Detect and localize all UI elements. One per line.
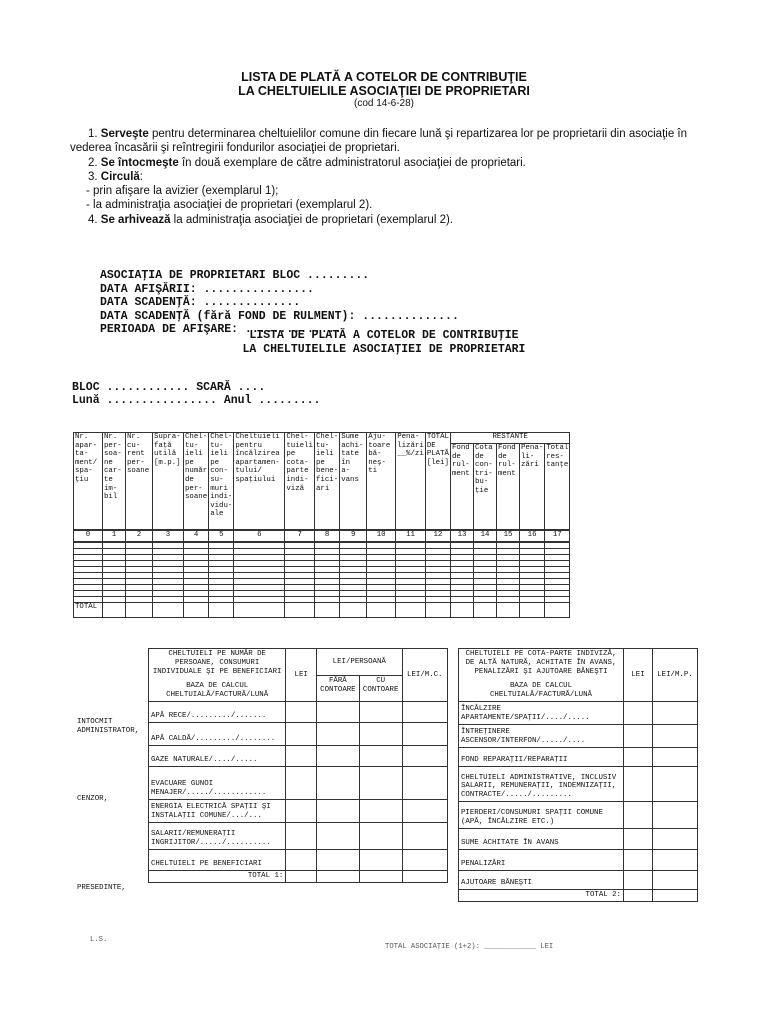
left-head-fara: FĂRĂ CONTOARE <box>317 676 360 702</box>
intro-p3b: - la administraţia asociaţiei de proprietari (exemplarul 2). <box>86 199 373 212</box>
col-number: 4 <box>184 530 209 542</box>
table-cell <box>653 870 698 889</box>
col-6: Cheltuieli pentru încălzirea apartamen- tului/ spaţiului <box>234 433 285 531</box>
table-row <box>459 870 698 889</box>
total-cell <box>103 603 126 618</box>
left-row-label: CHELTUIELI PE BENEFICIARI <box>149 849 286 870</box>
bloc-scara: BLOC ............ SCARĂ .... <box>72 380 266 394</box>
col-8: Chel- tu- ieli pe bene- fici- ari <box>315 433 340 531</box>
left-total-cell <box>359 870 402 882</box>
table-row <box>459 801 698 828</box>
left-head-lei: LEI <box>286 649 317 702</box>
col-15: Fond de rul- ment <box>497 444 520 530</box>
total-cell <box>153 603 184 618</box>
table-row <box>149 822 448 849</box>
table-cell <box>286 701 317 722</box>
col-number: 0 <box>74 530 103 542</box>
table-cell <box>402 799 447 822</box>
table-cell <box>286 745 317 766</box>
col-1: Nr. per- soa- ne car- te im- bil <box>103 433 126 531</box>
table-cell <box>653 724 698 747</box>
left-head-base: BAZA DE CALCUL CHELTUIALĂ/FACTURĂ/LUNĂ <box>166 682 269 700</box>
meta-display-date: DATA AFIŞĂRII: ................ <box>100 282 314 296</box>
table-cell <box>317 849 360 870</box>
restante-header: RESTANTE <box>451 433 570 444</box>
table-cell <box>653 766 698 801</box>
col-number: 11 <box>396 530 426 542</box>
left-head-main: CHELTUIELI PE NUMĂR DE PERSOANE, CONSUMURI INDIVIDUALE ŞI PE BENEFICIARI <box>152 650 282 676</box>
table-cell <box>286 766 317 799</box>
col-10: Aju- toare bă- neş- ti <box>367 433 396 531</box>
total-label: TOTAL <box>74 603 103 618</box>
table-row <box>149 745 448 766</box>
col-number: 10 <box>367 530 396 542</box>
col-12: TOTAL DE PLATĂ [lei] <box>425 433 450 531</box>
col-number: 7 <box>285 530 315 542</box>
left-row-label: EVACUARE GUNOI MENAJER/...../............ <box>149 766 286 799</box>
table-cell <box>624 724 653 747</box>
table-row <box>149 849 448 870</box>
left-head-lei-persoana: LEI/PERSOANĂ <box>317 649 403 676</box>
intro-p3a: - prin afişare la avizier (exemplarul 1); <box>86 185 279 198</box>
table-cell <box>359 701 402 722</box>
table-cell <box>317 799 360 822</box>
luna-anul: Lună ................ Anul ......... <box>72 394 321 407</box>
total-cell <box>315 603 340 618</box>
total-cell <box>425 603 450 618</box>
total-cell <box>497 603 520 618</box>
table-cell <box>359 849 402 870</box>
form-code: (cod 14-6-28) <box>353 98 415 109</box>
col-number: 9 <box>340 530 367 542</box>
list-title-line1: LISTA DE PLATĂ A COTELOR DE CONTRIBUŢIE <box>249 329 519 342</box>
table-cell <box>624 701 653 724</box>
table-cell <box>624 870 653 889</box>
table-cell <box>653 828 698 849</box>
table-row <box>149 701 448 722</box>
table-cell <box>317 745 360 766</box>
left-head-cell <box>149 649 286 702</box>
col-number: 12 <box>425 530 450 542</box>
table-cell <box>286 799 317 822</box>
left-total-label: TOTAL 1: <box>149 870 286 882</box>
col-4: Chel- tu- ieli pe număr de per- soane <box>184 433 209 531</box>
total-cell <box>474 603 497 618</box>
table-cell <box>624 766 653 801</box>
right-total-cell <box>624 889 653 901</box>
table-cell <box>624 747 653 766</box>
right-row-label: FOND REPARAŢII/REPARAŢII <box>459 747 624 766</box>
left-row-label: GAZE NATURALE/..../..... <box>149 745 286 766</box>
col-2: Nr. cu- rent per- soane <box>126 433 153 531</box>
right-head-lei-mp: LEI/M.P. <box>653 649 698 702</box>
table-cell <box>317 722 360 745</box>
col-number: 5 <box>209 530 234 542</box>
list-title-line2: LA CHELTUIELILE ASOCIAŢIEI DE PROPRIETARI <box>242 343 526 356</box>
table-cell <box>286 722 317 745</box>
column-number-row <box>74 530 570 542</box>
col-3: Supra- faţă utilă [m.p.] <box>153 433 184 531</box>
left-head-cu: CU CONTOARE <box>359 676 402 702</box>
left-total-cell <box>286 870 317 882</box>
left-total-cell <box>402 870 447 882</box>
table-row <box>459 828 698 849</box>
table-row <box>459 701 698 724</box>
table-cell <box>624 801 653 828</box>
right-row-label: CHELTUIELI ADMINISTRATIVE, INCLUSIV SALARII, REMUNERAŢII, INDEMNIZAŢII, CONTRACTE/...../......... <box>459 766 624 801</box>
col-number: 8 <box>315 530 340 542</box>
total-asociatie: TOTAL ASOCIAŢIE (1+2): ____________ LEI <box>385 943 554 951</box>
right-head-base: BAZA DE CALCUL CHELTUIALĂ/FACTURĂ/LUNĂ <box>489 682 592 700</box>
table-cell <box>653 701 698 724</box>
intro-p3: 3. Circulă: <box>88 170 143 183</box>
table-cell <box>653 801 698 828</box>
col-number: 3 <box>153 530 184 542</box>
intro-section <box>70 127 710 227</box>
contribution-table <box>73 432 570 618</box>
total-cell <box>184 603 209 618</box>
meta-due-date: DATA SCADENŢĂ: .............. <box>100 296 301 310</box>
col-number: 17 <box>545 530 570 542</box>
meta-display-period: PERIOADA DE AFIŞARE: .............. <box>100 323 342 337</box>
table-cell <box>359 822 402 849</box>
table-cell <box>402 722 447 745</box>
col-number: 2 <box>126 530 153 542</box>
total-cell <box>520 603 545 618</box>
per-person-expenses-table <box>148 648 448 883</box>
col-number: 14 <box>474 530 497 542</box>
col-number: 13 <box>451 530 474 542</box>
signature-intocmit: INTOCMIT ADMINISTRATOR, <box>77 718 140 735</box>
intro-p2: 2. Se întocmeşte în două exemplare de către administratorul asociaţiei de proprietari. <box>88 156 526 169</box>
table-row <box>149 799 448 822</box>
col-11: Pena- lizări __%/zi <box>396 433 426 531</box>
left-row-label: APĂ RECE/........./....... <box>149 701 286 722</box>
table-cell <box>624 828 653 849</box>
left-total-cell <box>317 870 360 882</box>
total-cell <box>451 603 474 618</box>
signature-cenzor: CENZOR, <box>77 795 109 803</box>
total-cell <box>340 603 367 618</box>
col-13: Fond de rul- ment <box>451 444 474 530</box>
table-row <box>459 724 698 747</box>
right-total-label: TOTAL 2: <box>459 889 624 901</box>
total-cell <box>126 603 153 618</box>
right-row-label: SUME ACHITATE ÎN AVANS <box>459 828 624 849</box>
right-row-label: ÎNTREŢINERE ASCENSOR/INTERFON/...../.... <box>459 724 624 747</box>
meta-due-date-no-fund: DATA SCADENŢĂ (fără FOND DE RULMENT): .............. <box>100 309 459 323</box>
table-cell <box>624 849 653 870</box>
total-cell <box>396 603 426 618</box>
col-number: 15 <box>497 530 520 542</box>
document-title-line2: LA CHELTUIELILE ASOCIAŢIEI DE PROPRIETARI <box>238 84 530 98</box>
intro-p1: 1. Serveşte pentru determinarea cheltuielilor comune din fiecare lună şi repartizarea lor pe proprietarii din asociaţie în vederea încasării şi reîntregirii fondurilor asociaţiei de proprietari. <box>70 128 687 155</box>
col-14: Cota de con- tri- bu- ţie <box>474 444 497 530</box>
col-17: Total res- tanţe <box>545 444 570 530</box>
right-head-main: CHELTUIELI PE COTA-PARTE INDIVIZĂ, DE ALTĂ NATURĂ, ACHITATE ÎN AVANS, PENALIZĂRI ŞI AJUTOARE BĂNEŞTI <box>465 650 617 676</box>
cota-parte-expenses-table <box>458 648 698 902</box>
right-row-label: PENALIZĂRI <box>459 849 624 870</box>
table-cell <box>317 766 360 799</box>
table-cell <box>317 822 360 849</box>
table-cell <box>402 849 447 870</box>
right-head-cell <box>459 649 624 702</box>
col-16: Pena- li- zări <box>520 444 545 530</box>
total-cell <box>209 603 234 618</box>
table-cell <box>286 849 317 870</box>
table-row <box>459 849 698 870</box>
total-cell <box>545 603 570 618</box>
ls-stamp-label: L.S. <box>90 936 108 944</box>
table-cell <box>359 766 402 799</box>
table-cell <box>359 722 402 745</box>
document-title-line1: LISTA DE PLATĂ A COTELOR DE CONTRIBUŢIE <box>241 70 527 84</box>
table-cell <box>402 766 447 799</box>
left-row-label: ENERGIA ELECTRICĂ SPAŢII ŞI INSTALAŢII COMUNE/.../... <box>149 799 286 822</box>
left-row-label: SALARII/REMUNERAŢII INGRIJITOR/...../.......... <box>149 822 286 849</box>
col-number: 16 <box>520 530 545 542</box>
table-cell <box>359 799 402 822</box>
col-5: Chel- tu- ieli pe con- su- muri indi- vidu- ale <box>209 433 234 531</box>
table-cell <box>317 701 360 722</box>
left-head-lei-mc: LEI/M.C. <box>402 649 447 702</box>
table-cell <box>402 745 447 766</box>
table-row <box>149 722 448 745</box>
total-cell <box>234 603 285 618</box>
right-row-label: ÎNCĂLZIRE APARTAMENTE/SPAŢII/..../..... <box>459 701 624 724</box>
right-total-cell <box>653 889 698 901</box>
list-title <box>0 329 768 357</box>
table-cell <box>653 747 698 766</box>
table-cell <box>402 701 447 722</box>
bloc-info <box>72 367 320 421</box>
col-number: 6 <box>234 530 285 542</box>
left-row-label: APĂ CALDĂ/........./........ <box>149 722 286 745</box>
table-cell <box>653 849 698 870</box>
signature-presedinte: PRESEDINTE, <box>77 884 126 892</box>
table-row <box>459 766 698 801</box>
col-9: Sume achi- tate în a- vans <box>340 433 367 531</box>
col-0: Nr. apar- ta- ment/ spa- ţiu <box>74 433 103 531</box>
intro-p4: 4. Se arhivează la administraţia asociaţiei de proprietari (exemplarul 2). <box>88 213 453 226</box>
right-row-label: PIERDERI/CONSUMURI SPAŢII COMUNE (APĂ, ÎNCĂLZIRE ETC.) <box>459 801 624 828</box>
total-row <box>74 603 570 618</box>
total-cell <box>367 603 396 618</box>
right-row-label: AJUTOARE BĂNEŞTI <box>459 870 624 889</box>
col-number: 1 <box>103 530 126 542</box>
table-cell <box>402 822 447 849</box>
total-cell <box>285 603 315 618</box>
table-row <box>149 766 448 799</box>
meta-association: ASOCIAŢIA DE PROPRIETARI BLOC ......... <box>100 269 370 283</box>
col-7: Chel- tuieli pe cota- parte indi- viză <box>285 433 315 531</box>
table-cell <box>359 745 402 766</box>
table-cell <box>286 822 317 849</box>
table-row <box>459 747 698 766</box>
right-head-lei: LEI <box>624 649 653 702</box>
